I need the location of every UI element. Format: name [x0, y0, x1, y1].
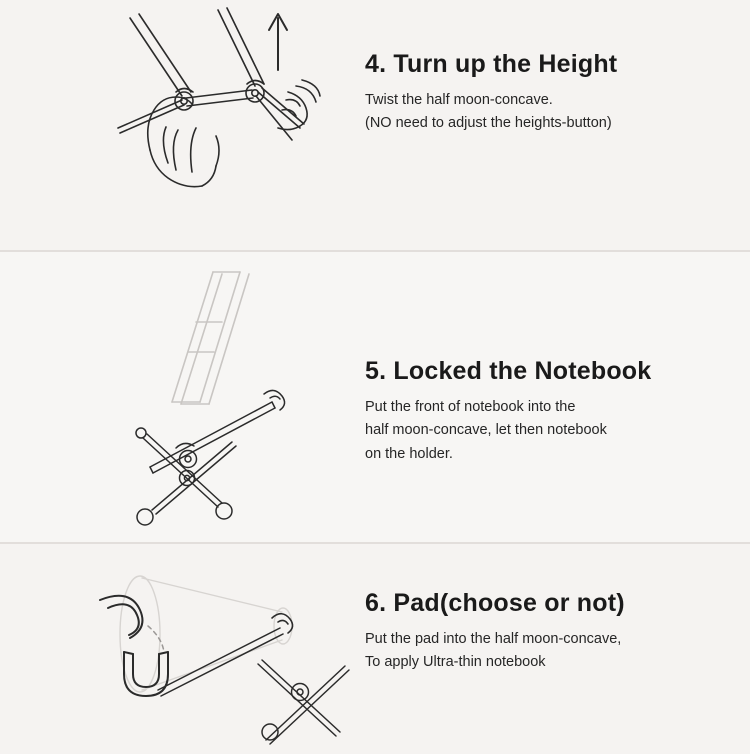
illustration-step-5	[0, 252, 360, 542]
step-5-line-1: Put the front of notebook into the	[365, 399, 576, 415]
step-4-body	[365, 89, 740, 136]
step-panel-4	[0, 0, 750, 250]
step-6-title: 6. Pad(choose or not)	[365, 589, 625, 617]
step-4-line-2: (NO need to adjust the heights-button)	[365, 115, 612, 132]
step-4-line-1: Twist the half moon-concave.	[365, 92, 553, 108]
step-6-line-2: To apply Ultra-thin notebook	[365, 654, 546, 671]
step-5-text	[365, 357, 740, 466]
illustration-step-4	[0, 0, 360, 250]
step-5-body	[365, 396, 740, 466]
illustration-step-6	[0, 544, 360, 754]
step-6-line-1: Put the pad into the half moon-concave,	[365, 631, 622, 647]
step-6-text	[365, 589, 740, 675]
step-4-text	[365, 50, 740, 136]
step-4-title: 4. Turn up the Height	[365, 50, 618, 78]
step-panel-6	[0, 544, 750, 754]
step-5-line-3: on the holder.	[365, 445, 453, 462]
step-5-line-2: half moon-concave, let then notebook	[365, 422, 607, 439]
step-6-body	[365, 628, 740, 675]
step-panel-5	[0, 252, 750, 542]
step-5-title: 5. Locked the Notebook	[365, 357, 652, 385]
